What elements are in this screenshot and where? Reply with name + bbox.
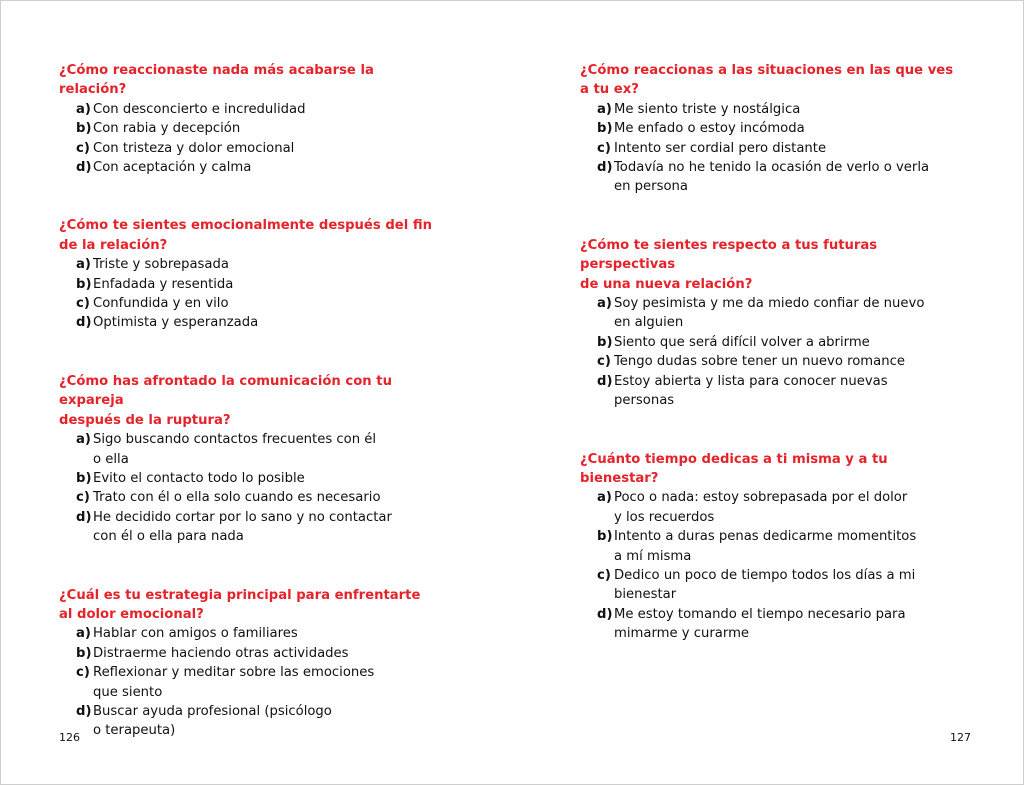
option-text: Con tristeza y dolor emocional: [93, 140, 295, 156]
question-spacer: [59, 547, 439, 586]
question-spacer: [580, 197, 960, 236]
question-block: [580, 450, 960, 644]
answer-option: [597, 294, 960, 333]
question-block: [59, 372, 439, 547]
option-letter: c): [76, 296, 90, 312]
option-letter: b): [597, 529, 613, 545]
question-spacer: [59, 333, 439, 372]
answer-option: [76, 644, 439, 663]
option-letter: d): [76, 315, 92, 331]
option-text: Buscar ayuda profesional (psicólogo o terapeuta): [93, 703, 332, 739]
option-text: Distraerme haciendo otras actividades: [93, 645, 349, 661]
answer-option: [597, 527, 960, 566]
question-block: [59, 216, 439, 332]
option-letter: d): [597, 160, 613, 176]
option-text: Triste y sobrepasada: [93, 257, 229, 273]
page-number-right: 127: [950, 731, 971, 744]
answer-option: [597, 352, 960, 371]
option-letter: d): [597, 373, 613, 389]
option-letter: a): [597, 296, 612, 312]
option-text: Hablar con amigos o familiares: [93, 626, 298, 642]
answer-option: [76, 255, 439, 274]
answer-option: [76, 469, 439, 488]
option-letter: d): [76, 703, 92, 719]
option-letter: b): [76, 470, 92, 486]
answer-option: [76, 100, 439, 119]
answer-option: [597, 605, 960, 644]
option-text: Con rabia y decepción: [93, 121, 241, 137]
option-text: Reflexionar y meditar sobre las emociones que siento: [93, 665, 375, 700]
right-page: [512, 1, 1023, 784]
option-text: Enfadada y resentida: [93, 276, 234, 292]
option-letter: d): [597, 606, 613, 622]
option-text: Soy pesimista y me da miedo confiar de nuevo en alguien: [614, 296, 925, 331]
answer-option: [597, 488, 960, 527]
answer-option: [76, 663, 439, 702]
option-text: Todavía no he tenido la ocasión de verlo o verla en persona: [614, 160, 930, 195]
options-list: [59, 100, 439, 178]
option-text: Me enfado o estoy incómoda: [614, 121, 805, 137]
question-block: [59, 61, 439, 177]
option-letter: c): [597, 354, 611, 370]
answer-option: [597, 139, 960, 158]
answer-option: [597, 566, 960, 605]
option-letter: a): [597, 490, 612, 506]
option-letter: c): [597, 140, 611, 156]
option-letter: c): [76, 490, 90, 506]
answer-option: [76, 702, 439, 741]
question-block: [580, 61, 960, 197]
options-list: [59, 255, 439, 333]
answer-option: [76, 313, 439, 332]
option-letter: d): [76, 509, 92, 525]
answer-option: [597, 100, 960, 119]
option-text: Intento ser cordial pero distante: [614, 140, 827, 156]
answer-option: [597, 372, 960, 411]
question-title: ¿Cómo reaccionas a las situaciones en las que ves a tu ex?: [580, 63, 954, 98]
option-letter: b): [597, 121, 613, 137]
option-text: Siento que será difícil volver a abrirme: [614, 334, 870, 350]
option-text: Tengo dudas sobre tener un nuevo romance: [614, 354, 905, 370]
question-title: ¿Cómo has afrontado la comunicación con tu expareja después de la ruptura?: [59, 373, 392, 428]
option-letter: a): [76, 101, 91, 117]
page-number-left: 126: [59, 731, 80, 744]
answer-option: [597, 333, 960, 352]
option-text: Confundida y en vilo: [93, 296, 229, 312]
answer-option: [76, 275, 439, 294]
question-title: ¿Cuánto tiempo dedicas a ti misma y a tu bienestar?: [580, 451, 888, 486]
options-list: [59, 624, 439, 740]
option-text: Trato con él o ella solo cuando es necesario: [93, 490, 381, 506]
option-text: Optimista y esperanzada: [93, 315, 259, 331]
option-text: Dedico un poco de tiempo todos los días a mi bienestar: [614, 567, 916, 603]
answer-option: [76, 508, 439, 547]
options-list: [580, 100, 960, 197]
answer-option: [76, 624, 439, 643]
option-letter: b): [76, 276, 92, 292]
option-text: Sigo buscando contactos frecuentes con él o ella: [93, 432, 377, 467]
right-column: [580, 61, 960, 644]
option-letter: b): [76, 121, 92, 137]
option-letter: c): [76, 140, 90, 156]
option-letter: a): [76, 432, 91, 448]
question-block: [580, 236, 960, 411]
answer-option: [597, 158, 960, 197]
question-spacer: [59, 177, 439, 216]
option-letter: a): [76, 257, 91, 273]
answer-option: [76, 294, 439, 313]
options-list: [59, 430, 439, 546]
answer-option: [76, 488, 439, 507]
option-text: Evito el contacto todo lo posible: [93, 470, 305, 486]
answer-option: [597, 119, 960, 138]
question-spacer: [580, 411, 960, 450]
option-letter: a): [76, 626, 91, 642]
question-title: ¿Cuál es tu estrategia principal para enfrentarte al dolor emocional?: [59, 587, 421, 622]
option-letter: b): [76, 645, 92, 661]
option-text: Me estoy tomando el tiempo necesario para mimarme y curarme: [614, 606, 906, 642]
question-title: ¿Cómo te sientes respecto a tus futuras perspectivas de una nueva relación?: [580, 237, 878, 292]
option-letter: c): [597, 567, 611, 583]
left-column: [59, 61, 439, 741]
options-list: [580, 294, 960, 410]
answer-option: [76, 158, 439, 177]
option-letter: b): [597, 334, 613, 350]
option-text: Intento a duras penas dedicarme momentitos a mí misma: [614, 529, 917, 564]
option-text: Con desconcierto e incredulidad: [93, 101, 306, 117]
option-text: Con aceptación y calma: [93, 160, 252, 176]
answer-option: [76, 430, 439, 469]
option-text: Me siento triste y nostálgica: [614, 101, 801, 117]
option-letter: a): [597, 101, 612, 117]
left-page: [1, 1, 512, 784]
question-title: ¿Cómo reaccionaste nada más acabarse la relación?: [59, 63, 374, 98]
question-title: ¿Cómo te sientes emocionalmente después del fin de la relación?: [59, 218, 432, 253]
answer-option: [76, 119, 439, 138]
answer-option: [76, 139, 439, 158]
options-list: [580, 488, 960, 643]
option-text: Estoy abierta y lista para conocer nuevas personas: [614, 373, 888, 409]
option-letter: c): [76, 665, 90, 681]
question-block: [59, 586, 439, 741]
option-text: He decidido cortar por lo sano y no contactar con él o ella para nada: [93, 509, 392, 545]
option-letter: d): [76, 160, 92, 176]
option-text: Poco o nada: estoy sobrepasada por el dolor y los recuerdos: [614, 490, 908, 525]
